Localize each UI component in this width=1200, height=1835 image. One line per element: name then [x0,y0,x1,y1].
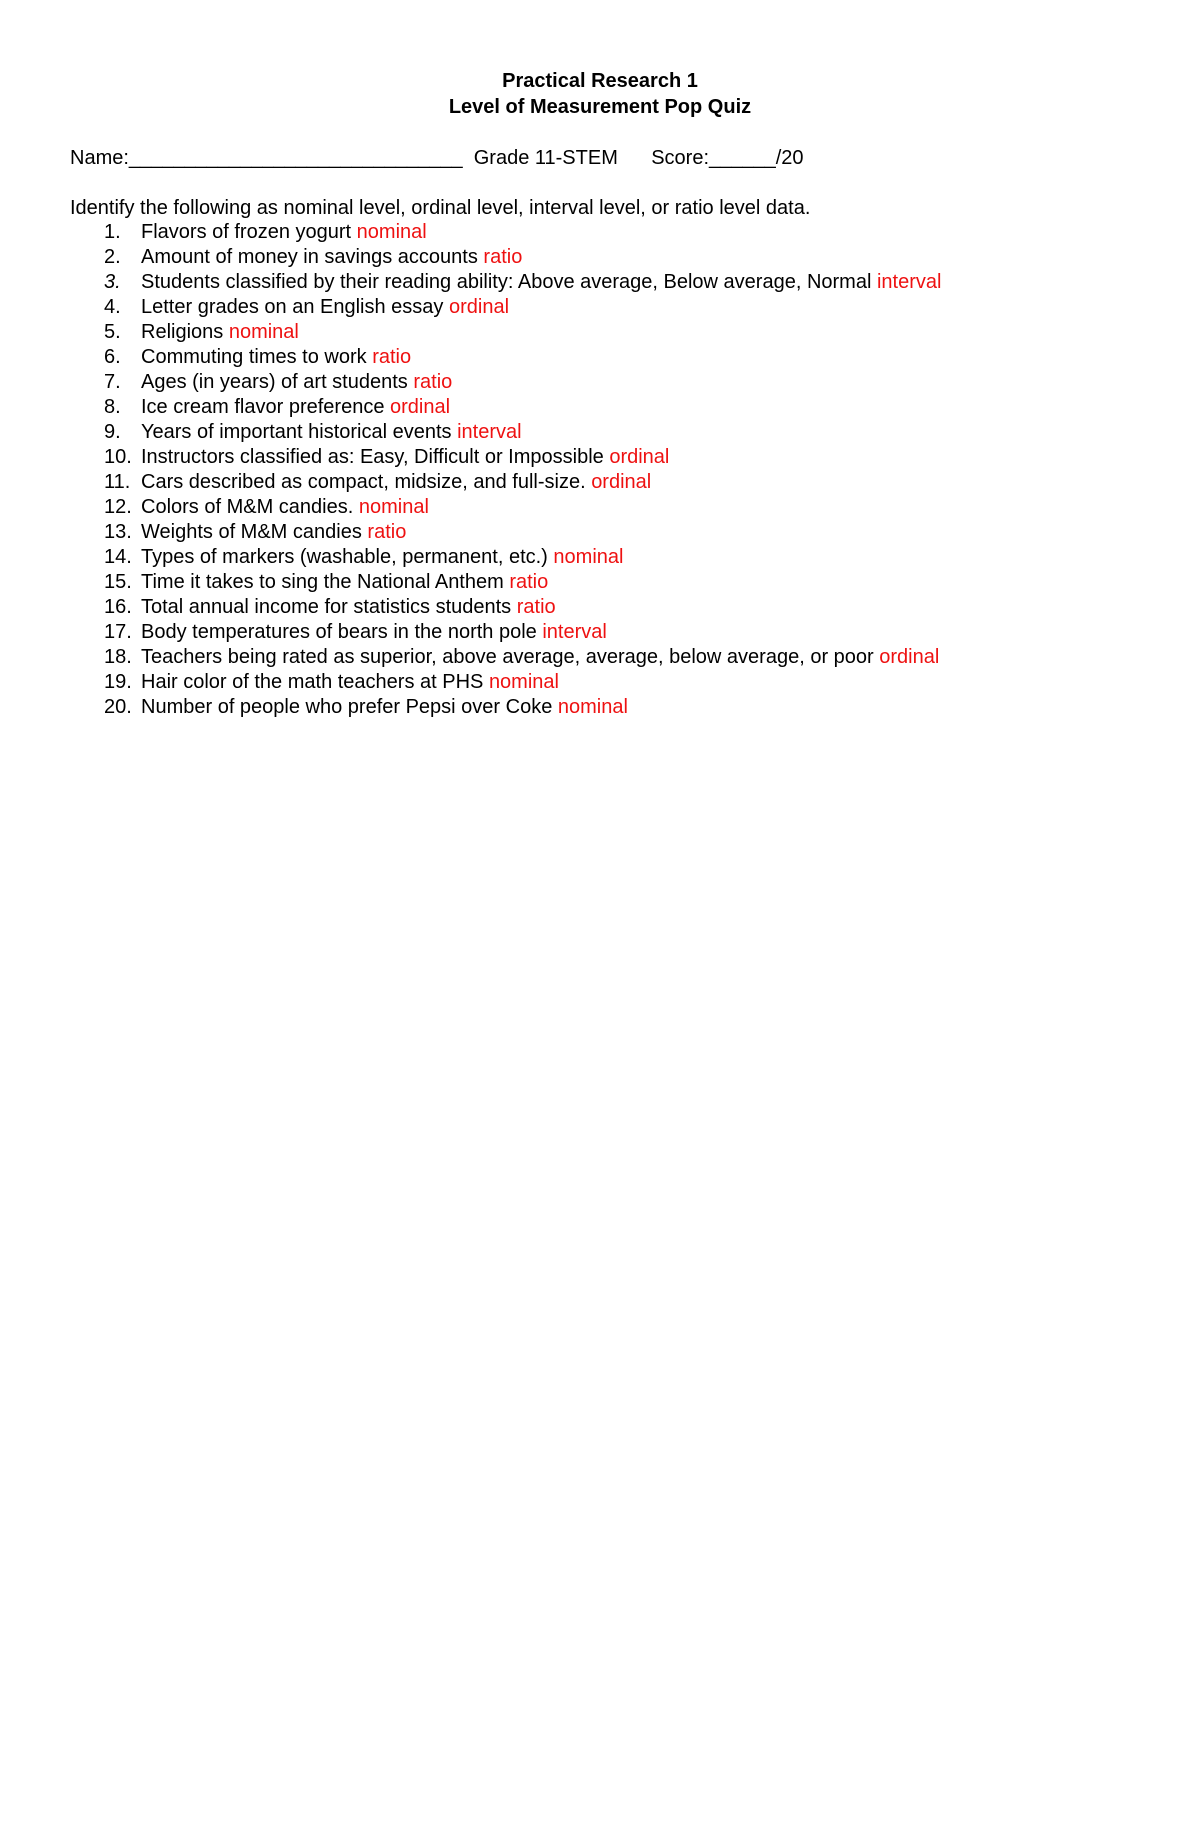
item-number: 17. [104,621,132,643]
item-text [141,695,628,720]
item-text [141,245,522,270]
item-question: Commuting times to work [141,346,367,368]
item-question: Students classified by their reading ability: Above average, Below average, Normal [141,271,872,293]
item-question: Cars described as compact, midsize, and full-size. [141,471,586,493]
item-number: 13. [104,521,132,543]
grade-label: Grade 11-STEM [473,147,618,169]
item-question: Hair color of the math teachers at PHS [141,671,484,693]
course-title: Practical Research 1 [502,70,698,92]
title-block [0,68,1200,120]
item-answer: interval [542,621,607,643]
item-question: Religions [141,321,224,343]
item-number: 4. [104,296,121,318]
item-number: 10. [104,446,132,468]
item-question: Ice cream flavor preference [141,396,385,418]
item-question: Colors of M&M candies. [141,496,354,518]
name-field: Name:______________________________ [70,147,463,169]
item-question: Flavors of frozen yogurt [141,221,352,243]
item-number: 14. [104,546,132,568]
item-answer: ratio [509,571,549,593]
score-field: Score:______/20 [651,147,804,169]
item-question: Weights of M&M candies [141,521,362,543]
item-text [141,645,939,670]
quiz-title: Level of Measurement Pop Quiz [448,96,752,118]
item-answer: nominal [553,546,624,568]
item-number: 18. [104,646,132,668]
item-text [141,670,559,695]
item-text [141,395,450,420]
item-text [141,345,411,370]
item-answer: interval [876,271,942,293]
item-text [141,570,548,595]
item-question: Ages (in years) of art students [141,371,408,393]
item-answer: ratio [516,596,556,618]
item-number: 11. [104,471,131,493]
item-text [141,220,427,245]
item-answer: ratio [372,346,412,368]
item-text [141,470,651,495]
item-question: Types of markers (washable, permanent, etc.) [141,546,548,568]
item-number: 16. [104,596,132,618]
item-question: Letter grades on an English essay [141,296,444,318]
item-answer: nominal [488,671,559,693]
item-text [141,370,452,395]
item-text [141,295,509,320]
item-text [141,270,941,295]
item-text [141,445,669,470]
item-answer: ordinal [609,446,670,468]
item-text [141,620,607,645]
item-text [141,545,623,570]
item-question: Years of important historical events [141,421,452,443]
item-number: 3. [104,271,121,293]
item-number: 7. [104,371,121,393]
item-answer: nominal [356,221,427,243]
item-question: Time it takes to sing the National Anthem [141,571,504,593]
item-number: 1. [104,221,121,243]
item-question: Amount of money in savings accounts [141,246,478,268]
student-info-line [70,145,804,171]
item-number: 8. [104,396,121,418]
item-text [141,520,406,545]
item-number: 9. [104,421,121,443]
item-question: Number of people who prefer Pepsi over Coke [141,696,553,718]
item-question: Body temperatures of bears in the north pole [141,621,537,643]
item-answer: ratio [483,246,523,268]
item-number: 2. [104,246,121,268]
item-number: 12. [104,496,132,518]
item-text [141,420,522,445]
item-number: 19. [104,671,132,693]
item-answer: ordinal [390,396,451,418]
item-answer: ordinal [448,296,510,318]
item-answer: nominal [228,321,299,343]
instructions: Identify the following as nominal level, ordinal level, interval level, or ratio level data. [70,197,811,219]
item-answer: nominal [557,696,628,718]
item-text [141,595,556,620]
item-number: 6. [104,346,121,368]
item-answer: ordinal [879,646,940,668]
item-answer: interval [457,421,522,443]
item-question: Total annual income for statistics students [141,596,512,618]
item-number: 20. [104,696,132,718]
item-answer: ordinal [591,471,652,493]
item-number: 15. [104,571,132,593]
item-text [141,495,429,520]
item-answer: ratio [367,521,407,543]
item-question: Instructors classified as: Easy, Difficult or Impossible [141,446,604,468]
item-answer: nominal [358,496,429,518]
item-text [141,320,299,345]
item-answer: ratio [413,371,453,393]
item-question: Teachers being rated as superior, above average, average, below average, or poor [141,646,874,668]
item-number: 5. [104,321,121,343]
